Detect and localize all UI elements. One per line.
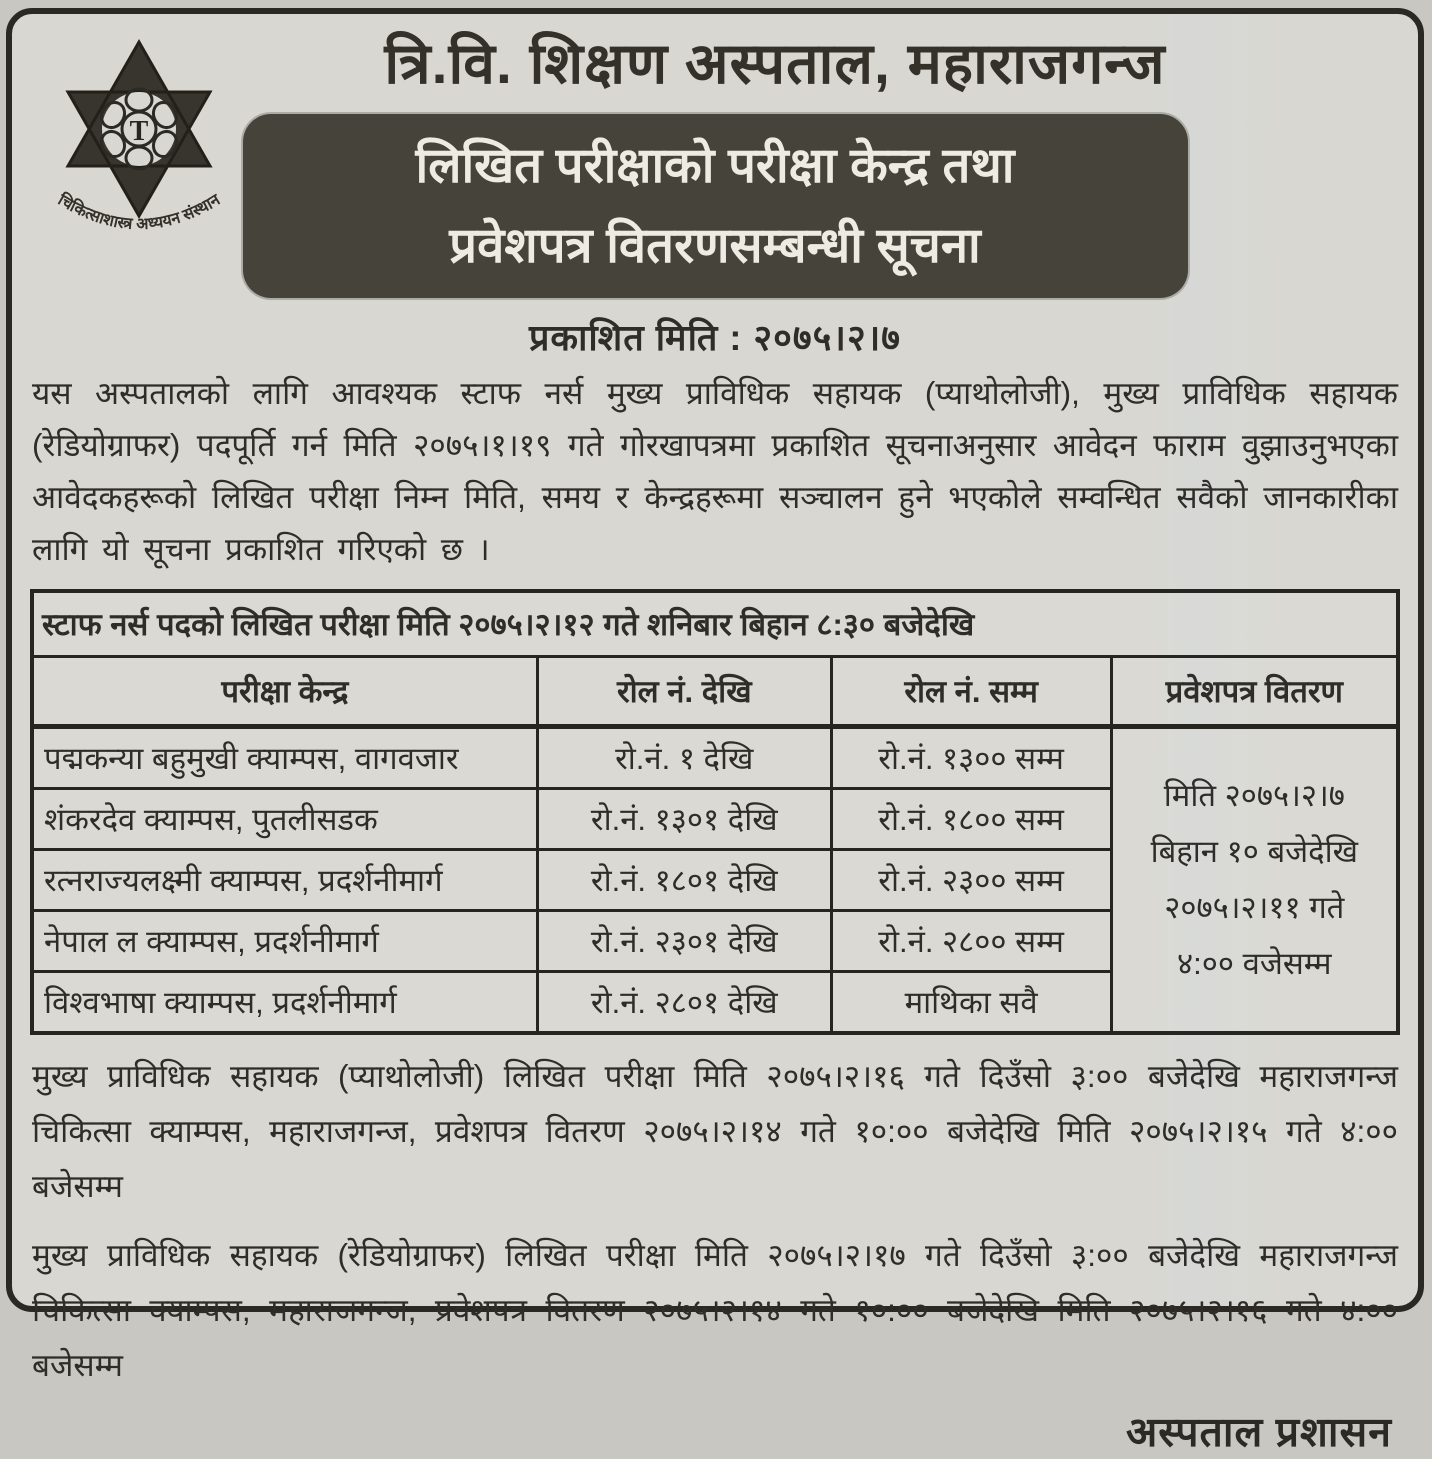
exam-centers-table: [30, 589, 1400, 1035]
header-admit-card: प्रवेशपत्र वितरण: [1111, 657, 1398, 727]
roll-from-cell: रो.नं. १ देखि: [537, 727, 831, 789]
org-title: त्रि.वि. शिक्षण अस्पताल, महाराजगन्ज: [384, 32, 1166, 96]
exam-center-cell: विश्वभाषा क्याम्पस, प्रदर्शनीमार्ग: [32, 972, 537, 1034]
table-header-row: [32, 657, 1398, 727]
roll-to-cell: रो.नं. १३०० सम्म: [831, 727, 1111, 789]
signature: अस्पताल प्रशासन: [1125, 1409, 1392, 1455]
exam-center-cell: रत्नराज्यलक्ष्मी क्याम्पस, प्रदर्शनीमार्ग: [32, 850, 537, 911]
table-row: [32, 727, 1398, 789]
distribution-line: मिति २०७५।२।७: [1163, 778, 1345, 813]
published-date: प्रकाशित मिति : २०७५।२।७: [528, 317, 902, 358]
distribution-line: बिहान १० बजेदेखि: [1150, 834, 1359, 869]
roll-from-cell: रो.नं. १३०१ देखि: [537, 789, 831, 850]
star-emblem-icon: [68, 42, 210, 216]
table-caption-row: [32, 591, 1398, 657]
roll-from-cell: रो.नं. १८०१ देखि: [537, 850, 831, 911]
logo-arc-text: चिकित्साशास्त्र अध्ययन संस्थान: [54, 191, 224, 234]
roll-to-cell: रो.नं. २३०० सम्म: [831, 850, 1111, 911]
radiographer-note: मुख्य प्राविधिक सहायक (रेडियोग्राफर) लिखित परीक्षा मिति २०७५।२।१७ गते दिउँसो ३:०० बजेदेखि महाराजगन्ज चिकित्सा क्याम्पस, महाराजगन्ज, प्रवेशपत्र वितरण २०७५।२।१४ गते १०:०० बजेदेखि मिति २०७५।२।१६ गते ४:०० बजेसम्म: [32, 1237, 1398, 1383]
roll-to-cell: रो.नं. १८०० सम्म: [831, 789, 1111, 850]
exam-center-cell: पद्मकन्या बहुमुखी क्याम्पस, वागवजार: [32, 727, 537, 789]
banner-line-2: प्रवेशपत्र वितरणसम्बन्धी सूचना: [449, 219, 981, 273]
distribution-line: ४:०० वजेसम्म: [1177, 946, 1332, 981]
logo-monogram: T: [129, 116, 149, 147]
pathology-note: मुख्य प्राविधिक सहायक (प्याथोलोजी) लिखित परीक्षा मिति २०७५।२।१६ गते दिउँसो ३:०० बजेदेखि महाराजगन्ज चिकित्सा क्याम्पस, महाराजगन्ज, प्रवेशपत्र वितरण २०७५।२।१४ गते १०:०० बजेदेखि मिति २०७५।२।१५ गते ४:०० बजेसम्म: [32, 1058, 1398, 1204]
header-roll-to: रोल नं. सम्म: [831, 657, 1111, 727]
roll-from-cell: रो.नं. २३०१ देखि: [537, 911, 831, 972]
admit-card-distribution-cell: [1111, 727, 1398, 1034]
distribution-line: २०७५।२।११ गते: [1164, 890, 1345, 925]
roll-to-cell: माथिका सवै: [831, 972, 1111, 1034]
roll-to-cell: रो.नं. २८०० सम्म: [831, 911, 1111, 972]
intro-paragraph: यस अस्पतालको लागि आवश्यक स्टाफ नर्स मुख्य प्राविधिक सहायक (प्याथोलोजी), मुख्य प्राविधिक सहायक (रेडियोग्राफर) पदपूर्ति गर्न मिति २०७५।१।१९ गते गोरखापत्रमा प्रकाशित सूचनाअनुसार आवेदन फाराम वुझाउनुभएका आवेदकहरूको लिखित परीक्षा निम्न मिति, समय र केन्द्रहरूमा सञ्चालन हुने भएकोले सम्वन्धित सवैको जानकारीका लागि यो सूचना प्रकाशित गरिएको छ ।: [32, 375, 1398, 567]
header-roll-from: रोल नं. देखि: [537, 657, 831, 727]
table-caption: स्टाफ नर्स पदको लिखित परीक्षा मिति २०७५।२।१२ गते शनिबार बिहान ८:३० बजेदेखि: [32, 591, 1398, 657]
roll-from-cell: रो.नं. २८०१ देखि: [537, 972, 831, 1034]
notice-header: [30, 24, 1400, 298]
exam-center-cell: शंकरदेव क्याम्पस, पुतलीसडक: [32, 789, 537, 850]
header-exam-center: परीक्षा केन्द्र: [32, 657, 537, 727]
exam-center-cell: नेपाल ल क्याम्पस, प्रदर्शनीमार्ग: [32, 911, 537, 972]
notice-banner: [243, 114, 1188, 298]
banner-line-1: लिखित परीक्षाको परीक्षा केन्द्र तथा: [415, 139, 1015, 193]
notice-scan: [6, 8, 1424, 1455]
hospital-logo: [44, 34, 234, 269]
